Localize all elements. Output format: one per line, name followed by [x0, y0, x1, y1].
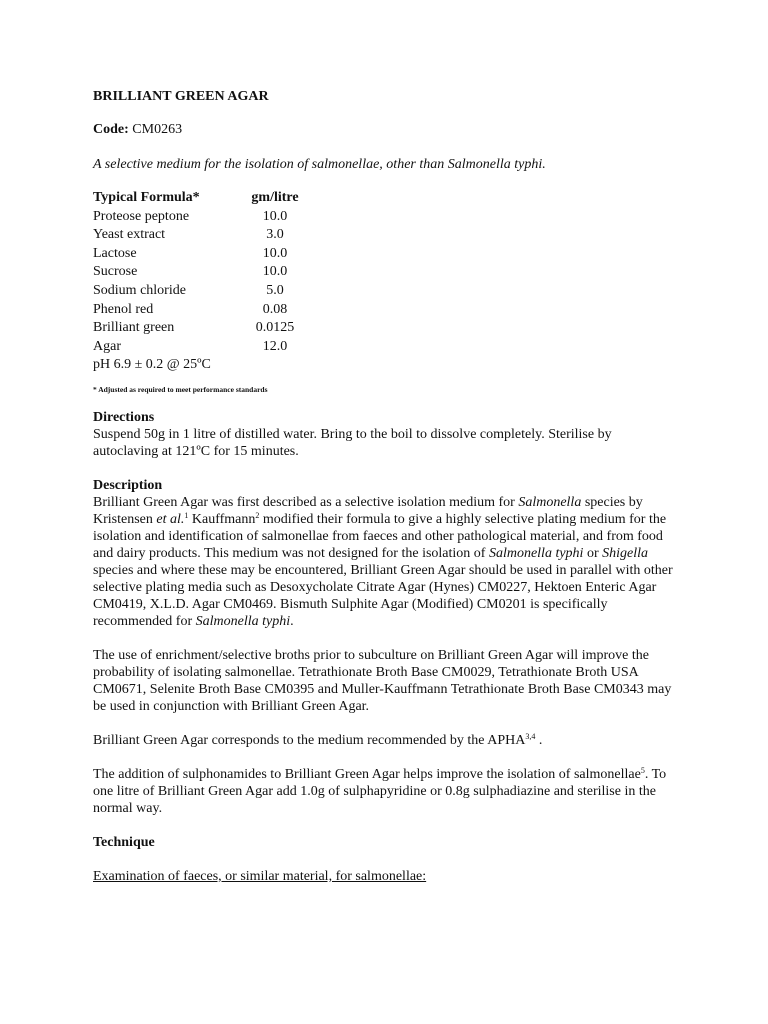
ph-value: pH 6.9 ± 0.2 @ 25ºC — [93, 357, 211, 373]
formula-header-name: Typical Formula* — [93, 190, 200, 205]
ingredient-name: Agar — [93, 338, 121, 354]
document-page — [93, 88, 678, 885]
ingredient-name: Brilliant green — [93, 320, 175, 336]
formula-row — [93, 282, 320, 301]
document-title: BRILLIANT GREEN AGAR — [93, 89, 269, 104]
ingredient-name: Sucrose — [93, 264, 138, 280]
ingredient-name: Lactose — [93, 245, 137, 261]
ingredient-name: Phenol red — [93, 301, 154, 317]
formula-row — [93, 226, 320, 245]
ingredient-name: Sodium chloride — [93, 282, 186, 298]
formula-header-row — [93, 189, 320, 208]
formula-row — [93, 301, 320, 320]
formula-row — [93, 263, 320, 282]
directions-text: Suspend 50g in 1 litre of distilled water. Bring to the boil to dissolve completely. Sterilise by autoclaving at 121ºC for 15 minutes. — [93, 426, 612, 459]
ingredient-value: 0.0125 — [255, 320, 295, 336]
ingredient-value: 3.0 — [266, 227, 284, 243]
description-paragraph-1: Brilliant Green Agar was first described as a selective isolation medium for Salmonella species by Kristensen et al.$^1$ Kauffmann$^2$ modified their formula to give a highly selective plating medium for the isolation and identification of salmonellae from faeces and other pathological material, and from food and dairy products. This medium was not designed for the isolation of Salmonella typhi or Shigella species and where these may be encountered, Brilliant Green Agar should be used in parallel with other selective plating media such as Desoxycholate Citrate Agar (Hynes) CM0227, Hektoen Enteric Agar CM0419, X.L.D. Agar CM0469. Bismuth Sulphite Agar (Modified) CM0201 is specifically recommended for Salmonella typhi. — [93, 494, 673, 629]
ingredient-name: Yeast extract — [93, 227, 166, 243]
ingredient-name: Proteose peptone — [93, 208, 190, 224]
tagline: A selective medium for the isolation of salmonellae, other than Salmonella typhi. — [93, 157, 546, 172]
directions-section — [93, 409, 678, 460]
description-paragraph-4: The addition of sulphonamides to Brilliant Green Agar helps improve the isolation of salmonellae$^5$. To one litre of Brilliant Green Agar add 1.0g of sulphapyridine or 0.8g sulphadiazine and sterilise in the normal way. — [93, 765, 667, 816]
ingredient-value: 10.0 — [262, 245, 288, 261]
description-heading: Description — [93, 477, 163, 493]
formula-row — [93, 338, 320, 357]
description-paragraph-2: The use of enrichment/selective broths prior to subculture on Brilliant Green Agar will improve the probability of isolating salmonellae. Tetrathionate Broth Base CM0029, Tetrathionate Broth USA CM0671, Selenite Broth Base CM0395 and Muller-Kauffmann Tetrathionate Broth Base CM0343 may be used in conjunction with Brilliant Green Agar. — [93, 647, 672, 714]
formula-table — [93, 189, 320, 356]
formula-row — [93, 245, 320, 264]
code-label: Code: — [93, 122, 129, 137]
footnote: * Adjusted as required to meet performance standards — [93, 384, 268, 394]
technique-heading: Technique — [93, 834, 155, 850]
formula-row — [93, 208, 320, 227]
ingredient-value: 10.0 — [262, 208, 288, 224]
ingredient-value: 12.0 — [262, 338, 288, 354]
ingredient-value: 0.08 — [262, 301, 288, 317]
technique-subheading: Examination of faeces, or similar material, for salmonellae: — [93, 868, 427, 884]
code-value: CM0263 — [132, 122, 183, 137]
ingredient-value: 10.0 — [262, 264, 288, 280]
product-code — [93, 121, 678, 138]
directions-heading: Directions — [93, 409, 155, 425]
description-section — [93, 477, 678, 817]
ingredient-value: 5.0 — [266, 282, 284, 298]
description-paragraph-3: Brilliant Green Agar corresponds to the medium recommended by the APHA$^{3,4}$ . — [93, 731, 543, 748]
formula-row — [93, 319, 320, 338]
formula-header-unit: gm/litre — [251, 190, 299, 205]
